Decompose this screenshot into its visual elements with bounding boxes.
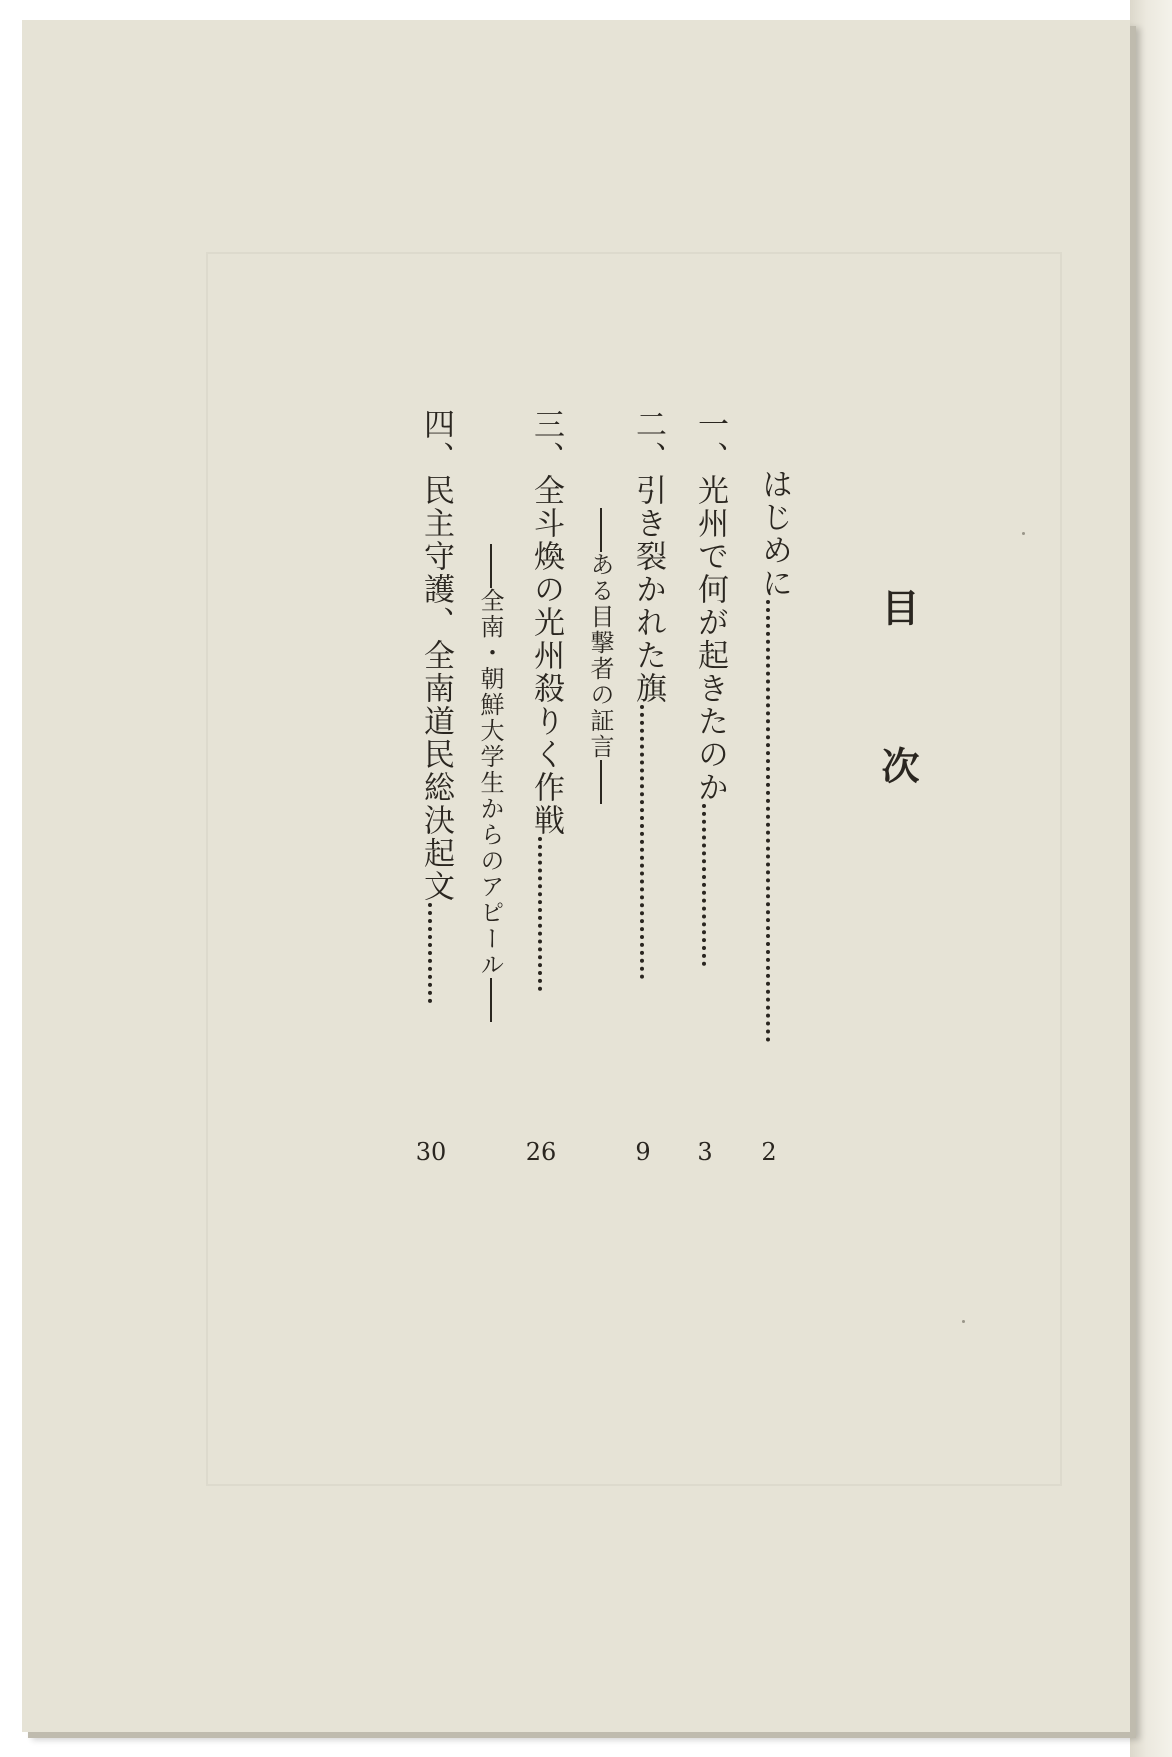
leader-dots: [640, 705, 644, 979]
toc-page-number: 2: [761, 1138, 777, 1166]
toc-entry-subtitle-chapter-3: 全南・朝鮮大学生からのアピール: [478, 544, 503, 1022]
em-dash: [490, 978, 492, 1022]
toc-entry-number: 三、: [528, 408, 564, 474]
paper-speck: [1022, 532, 1025, 535]
toc-entry-chapter-3[interactable]: [528, 408, 564, 991]
leader-dots: [702, 804, 706, 966]
toc-entry-subtitle-chapter-2: ある目撃者の証言: [588, 508, 613, 804]
toc-page-number: 3: [697, 1138, 713, 1166]
toc-entry-chapter-1[interactable]: [692, 408, 728, 966]
toc-entry-number: 四、: [418, 408, 454, 474]
toc-entry-title: 光州で何が起きたのか: [692, 474, 728, 804]
toc-entry-number: 二、: [630, 408, 666, 474]
leader-dots: [766, 600, 770, 1042]
paper-speck: [962, 1320, 965, 1323]
facing-page-edge: [1130, 0, 1172, 1757]
toc-entry-introduction[interactable]: [756, 468, 792, 1042]
toc-entry-title: 民主守護、全南道民総決起文: [418, 474, 454, 903]
em-dash: [600, 508, 602, 552]
leader-dots: [428, 903, 432, 1003]
toc-page-number: 9: [635, 1138, 651, 1166]
toc-page-number: 26: [525, 1138, 557, 1166]
toc-entry-title: 全斗煥の光州殺りく作戦: [528, 474, 564, 837]
leader-dots: [538, 837, 542, 991]
book-page: [22, 20, 1130, 1732]
em-dash: [490, 544, 492, 588]
toc-entry-number: 一、: [692, 408, 728, 474]
em-dash: [600, 760, 602, 804]
toc-page-number: 30: [415, 1138, 447, 1166]
toc-entry-chapter-4[interactable]: [418, 408, 454, 1003]
toc-entry-chapter-2[interactable]: [630, 408, 666, 979]
toc-entry-title: 引き裂かれた旗: [630, 474, 666, 705]
toc-entry-title: はじめに: [756, 468, 792, 600]
toc-title: 目次: [875, 588, 919, 904]
